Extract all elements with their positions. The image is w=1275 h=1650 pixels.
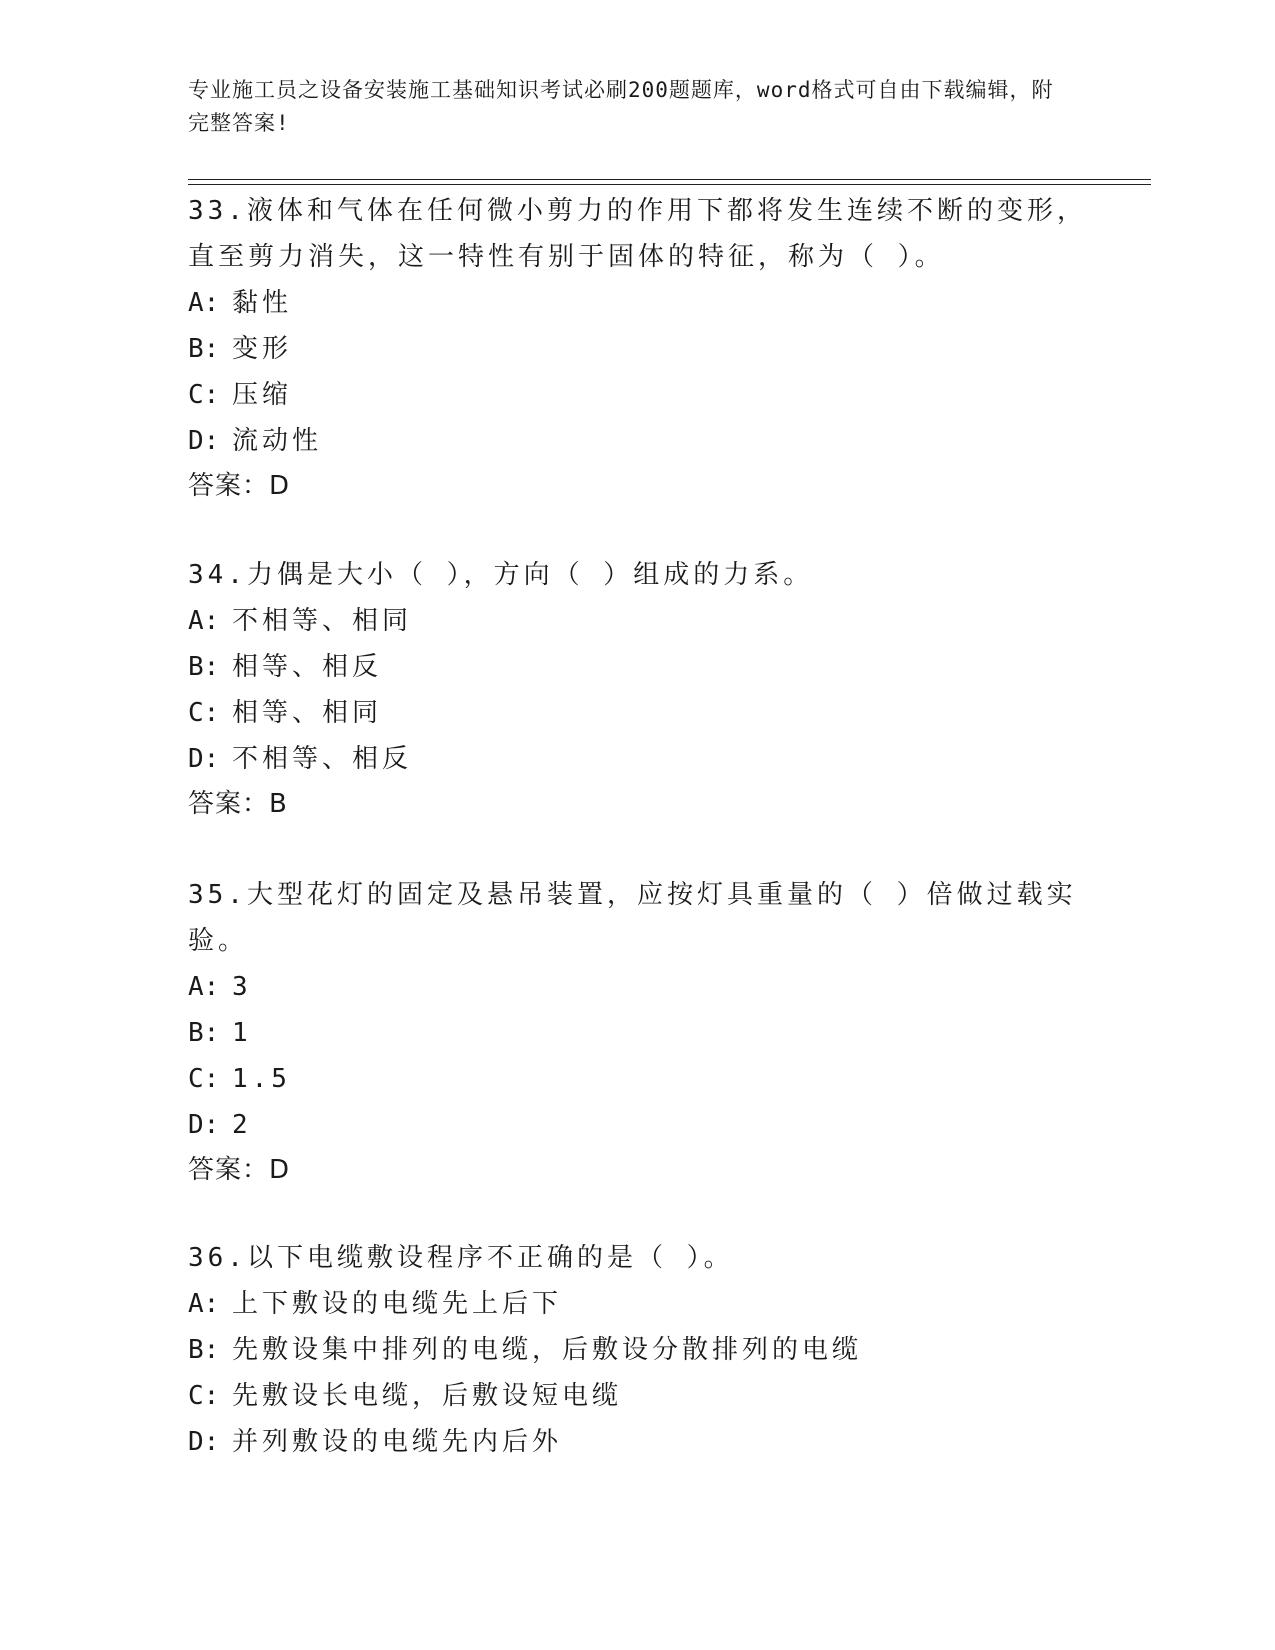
option-key: C: [188, 380, 220, 410]
option-text: 不相等、相同 [232, 606, 413, 636]
header-divider-top [188, 179, 1151, 180]
option-text: 2 [232, 1110, 252, 1140]
option-key: D: [188, 744, 220, 774]
option-text: 黏性 [232, 288, 293, 318]
option-d [188, 1102, 1088, 1148]
option-a [188, 1281, 1088, 1327]
option-text: 相等、相反 [232, 652, 383, 682]
option-key: C: [188, 1381, 220, 1411]
question-stem: 35.大型花灯的固定及悬吊装置，应按灯具重量的（ ）倍做过载实验。 [188, 880, 1077, 956]
option-key: B: [188, 334, 220, 364]
answer-line: 答案：D [188, 1155, 291, 1185]
header-divider-bottom [188, 184, 1151, 185]
question-36 [188, 1235, 1088, 1465]
option-text: 并列敷设的电缆先内后外 [232, 1427, 563, 1457]
option-key: D: [188, 1427, 220, 1457]
question-stem: 36.以下电缆敷设程序不正确的是（ ）。 [188, 1243, 734, 1273]
question-34 [188, 552, 1088, 826]
answer-line: 答案：D [188, 471, 291, 501]
option-key: B: [188, 1335, 220, 1365]
option-a [188, 598, 1088, 644]
option-b [188, 644, 1088, 690]
option-d [188, 736, 1088, 782]
option-d [188, 1419, 1088, 1465]
question-35 [188, 872, 1088, 1192]
option-c [188, 690, 1088, 736]
option-b [188, 1327, 1088, 1373]
option-key: B: [188, 652, 220, 682]
option-text: 相等、相同 [232, 698, 383, 728]
document-header: 专业施工员之设备安装施工基础知识考试必刷200题题库，word格式可自由下载编辑，附完整答案! [188, 78, 1054, 135]
option-text: 1 [232, 1018, 252, 1048]
option-d [188, 418, 1088, 464]
option-c [188, 1056, 1088, 1102]
option-key: C: [188, 698, 220, 728]
option-text: 压缩 [232, 380, 293, 410]
option-text: 3 [232, 972, 252, 1002]
option-text: 先敷设长电缆，后敷设短电缆 [232, 1381, 623, 1411]
question-stem: 34.力偶是大小（ ），方向（ ）组成的力系。 [188, 560, 814, 590]
option-b [188, 326, 1088, 372]
option-text: 变形 [232, 334, 293, 364]
option-text: 1.5 [232, 1064, 291, 1094]
option-text: 不相等、相反 [232, 744, 413, 774]
question-stem: 33.液体和气体在任何微小剪力的作用下都将发生连续不断的变形，直至剪力消失，这一特性有别于固体的特征，称为（ ）。 [188, 196, 1087, 272]
option-key: A: [188, 1289, 220, 1319]
option-c [188, 372, 1088, 418]
option-text: 流动性 [232, 426, 323, 456]
question-33 [188, 188, 1088, 508]
option-a [188, 964, 1088, 1010]
option-key: A: [188, 288, 220, 318]
option-text: 先敷设集中排列的电缆，后敷设分散排列的电缆 [232, 1335, 863, 1365]
option-key: A: [188, 606, 220, 636]
option-key: B: [188, 1018, 220, 1048]
option-key: D: [188, 426, 220, 456]
option-b [188, 1010, 1088, 1056]
answer-line: 答案：B [188, 789, 288, 819]
option-c [188, 1373, 1088, 1419]
option-key: D: [188, 1110, 220, 1140]
option-a [188, 280, 1088, 326]
option-key: C: [188, 1064, 220, 1094]
option-text: 上下敷设的电缆先上后下 [232, 1289, 563, 1319]
option-key: A: [188, 972, 220, 1002]
